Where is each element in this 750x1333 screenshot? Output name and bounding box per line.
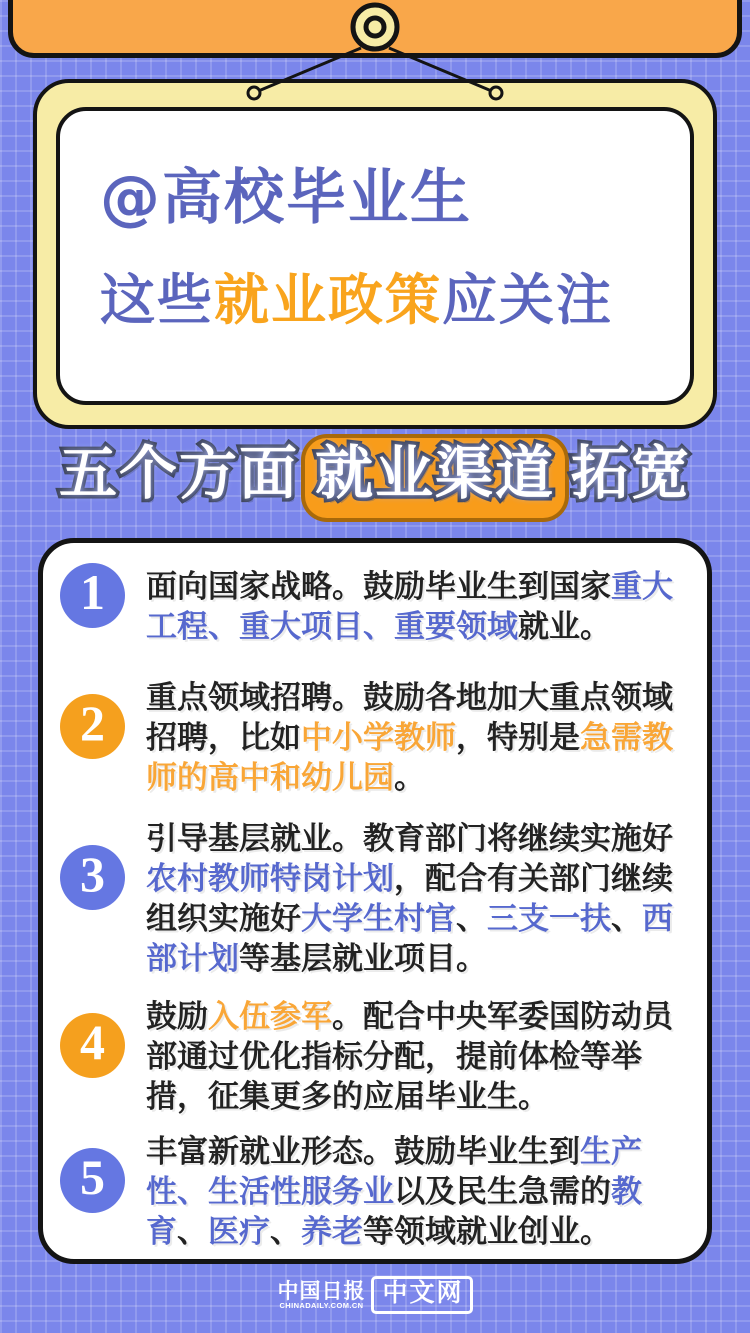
- title-card: [33, 79, 717, 429]
- list-item: [60, 564, 687, 647]
- text-segment: 面向国家战略。鼓励毕业生到国家: [146, 569, 611, 604]
- text-segment: 。: [394, 760, 425, 795]
- text-segment: 入伍参军: [208, 999, 332, 1034]
- text-segment: 三支一扶: [487, 901, 611, 936]
- text-segment: 等领域就业创业。: [363, 1214, 611, 1249]
- list-item: [60, 1132, 687, 1252]
- top-banner-bar: [8, 0, 742, 58]
- text-segment: 、: [456, 901, 487, 936]
- chinadaily-logo-suffix: 中文网: [371, 1276, 472, 1314]
- text-segment: 、: [611, 901, 642, 936]
- text-segment: 、: [177, 1214, 208, 1249]
- text-segment: 鼓励: [146, 999, 208, 1034]
- text-segment: 等基层就业项目。: [239, 941, 487, 976]
- item-text: [146, 1132, 687, 1252]
- footer-logo: [0, 1276, 750, 1314]
- text-segment: 重点领域招聘。鼓励各地加大重点领域招聘，比如: [146, 680, 673, 755]
- text-segment: 丰富新就业形态。鼓励毕业生到: [146, 1134, 580, 1169]
- text-segment: 以及民生急需的: [394, 1174, 611, 1209]
- text-segment: 养老: [301, 1214, 363, 1249]
- text-segment: 拓宽: [571, 441, 692, 506]
- list-item: [60, 819, 687, 979]
- item-number-badge: 1: [60, 563, 125, 628]
- text-segment: 、: [270, 1214, 301, 1249]
- text-segment: 。配合中央军委国防动员部通过优化指标分配，提前体检等举措，征集更多的应届毕业生。: [146, 999, 673, 1114]
- text-segment: 重大工程、重大项目、重要领域: [146, 569, 673, 644]
- policy-list-card: [38, 538, 712, 1264]
- poster-title-line1: [100, 163, 690, 233]
- chinadaily-logo-en: CHINADAILY.COM.CN: [279, 1301, 364, 1310]
- item-number-badge: 4: [60, 1013, 125, 1078]
- text-segment: ，特别是: [456, 720, 580, 755]
- item-number-badge: 3: [60, 845, 125, 910]
- text-segment: 五个方面: [58, 441, 299, 506]
- title-card-inner: [56, 107, 694, 405]
- text-segment: 引导基层就业。教育部门将继续实施好: [146, 821, 673, 856]
- text-segment: @高校毕业生: [100, 163, 472, 233]
- item-text: [146, 567, 687, 647]
- item-text: [146, 678, 687, 798]
- text-segment: 就业。: [518, 609, 611, 644]
- text-segment: 教育: [146, 1174, 642, 1249]
- text-segment: 西部计划: [146, 901, 673, 976]
- chinadaily-logo-cn: 中国日报: [277, 1279, 366, 1303]
- section-heading: [0, 438, 750, 518]
- text-segment: 就业政策: [214, 268, 443, 332]
- item-number-badge: 2: [60, 694, 125, 759]
- chinadaily-logo: [277, 1280, 365, 1310]
- text-segment: 这些: [100, 268, 215, 332]
- text-segment: 急需教师的高中和幼儿园: [146, 720, 673, 795]
- text-segment: ，配合有关部门继续组织实施好: [146, 861, 673, 936]
- text-segment: 就业渠道: [305, 438, 565, 518]
- text-segment: 大学生村官: [301, 901, 456, 936]
- text-segment: 应关注: [442, 268, 614, 332]
- text-segment: 医疗: [208, 1214, 270, 1249]
- text-segment: 农村教师特岗计划: [146, 861, 394, 896]
- list-item: [60, 997, 687, 1117]
- item-text: [146, 819, 687, 979]
- item-text: [146, 997, 687, 1117]
- poster-title-line2: [100, 267, 690, 333]
- text-segment: 生产性、生活性服务业: [146, 1134, 642, 1209]
- list-item: [60, 678, 687, 798]
- item-number-badge: 5: [60, 1148, 125, 1213]
- text-segment: 中小学教师: [301, 720, 456, 755]
